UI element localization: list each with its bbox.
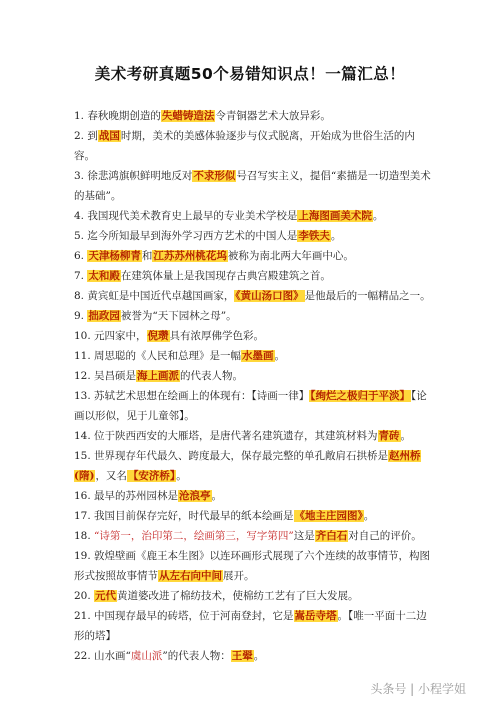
item-text: 的代表人物。 bbox=[180, 370, 244, 382]
item-text: 这是 bbox=[293, 530, 315, 542]
item-text: 【论画以形似，见于儿童邻】。 bbox=[74, 390, 427, 422]
item-text: 12. 吴昌硕是 bbox=[74, 370, 137, 382]
knowledge-point-item bbox=[74, 386, 434, 426]
knowledge-point-item bbox=[74, 446, 434, 486]
highlighted-term: 从左右向中间 bbox=[159, 570, 222, 582]
highlighted-term: 战国 bbox=[98, 130, 120, 142]
knowledge-point-item bbox=[74, 526, 434, 546]
item-text: 6. bbox=[74, 250, 88, 262]
watermark: 头条号 | 小程学姐 bbox=[370, 682, 466, 696]
item-text: 。 bbox=[176, 470, 187, 482]
item-text: 11. 周思聪的《人民和总理》是一幅 bbox=[74, 350, 242, 362]
item-text: 4. 我国现代美术教育史上最早的专业美术学校是 bbox=[74, 210, 298, 222]
highlighted-term: 赵州桥(隋) bbox=[74, 450, 421, 482]
highlighted-term: 沧浪亭 bbox=[179, 490, 211, 502]
knowledge-point-item bbox=[74, 166, 434, 206]
knowledge-point-item bbox=[74, 426, 434, 446]
item-text: 时期，美术的美感体验逐步与仪式脱离，开始成为世俗生活的内容。 bbox=[74, 130, 415, 162]
item-text: 1. 春秋晚期创造的 bbox=[74, 110, 161, 122]
knowledge-point-item bbox=[74, 486, 434, 506]
item-text: ，又名 bbox=[95, 470, 127, 482]
item-text: 对自己的评价。 bbox=[348, 530, 422, 542]
highlighted-term: 水墨画 bbox=[242, 350, 274, 362]
knowledge-point-item bbox=[74, 226, 434, 246]
item-text: 。 bbox=[372, 210, 384, 222]
knowledge-point-item bbox=[74, 346, 434, 366]
item-text: 和 bbox=[141, 250, 153, 262]
knowledge-point-item bbox=[74, 366, 434, 386]
highlighted-term: 江苏苏州桃花坞 bbox=[153, 250, 227, 262]
knowledge-point-item bbox=[74, 286, 434, 306]
highlighted-term: 《黄山汤口图》 bbox=[235, 290, 304, 302]
highlighted-term: 【绚烂之极归于平淡】 bbox=[310, 390, 411, 402]
highlighted-term: 失蜡铸造法 bbox=[161, 110, 215, 122]
item-text: 黄道婆改进了棉纺技术，使棉纺工艺有了巨大发展。 bbox=[117, 590, 359, 602]
page-title: 美术考研真题50个易错知识点！一篇汇总！ bbox=[94, 65, 406, 83]
item-text: 2. 到 bbox=[74, 130, 98, 142]
item-text: 。 bbox=[274, 350, 286, 362]
knowledge-point-list bbox=[74, 106, 434, 666]
item-text: 13. 苏轼艺术思想在绘画上的体现有：【诗画一律】 bbox=[74, 390, 310, 402]
item-text: 3. 徐悲鸿旗帜鲜明地反对 bbox=[74, 170, 193, 182]
item-text: 18. bbox=[74, 530, 95, 542]
highlighted-term: 元代 bbox=[95, 590, 117, 602]
highlighted-term: 《地主庄园图》 bbox=[294, 510, 363, 522]
knowledge-point-item bbox=[74, 326, 434, 346]
red-quote-text: “诗第一，治印第二，绘画第三，写字第四” bbox=[94, 530, 294, 542]
item-text: 。 bbox=[400, 430, 412, 442]
item-text: 10. 元四家中， bbox=[74, 330, 147, 342]
item-text: 。 bbox=[330, 230, 342, 242]
highlighted-term: 太和殿 bbox=[88, 270, 120, 282]
knowledge-point-item bbox=[74, 206, 434, 226]
highlighted-term: 齐白石 bbox=[315, 530, 348, 542]
red-quote-text: 虞山派 bbox=[130, 650, 163, 662]
item-text: 17. 我国目前保存完好，时代最早的纸本绘画是 bbox=[74, 510, 294, 522]
knowledge-point-item bbox=[74, 266, 434, 286]
highlighted-term: 天津杨柳青 bbox=[88, 250, 141, 262]
item-text: 。 bbox=[211, 490, 223, 502]
item-text: 15. 世界现存年代最久、跨度最大，保存最完整的单孔敞肩石拱桥是 bbox=[74, 450, 389, 462]
item-text: 21. 中国现存最早的砖塔，位于河南登封，它是 bbox=[74, 610, 294, 622]
highlighted-term: 倪瓒 bbox=[147, 330, 169, 342]
item-text: 16. 最早的苏州园林是 bbox=[74, 490, 179, 502]
knowledge-point-item bbox=[74, 306, 434, 326]
knowledge-point-item bbox=[74, 546, 434, 586]
highlighted-term: 李铁夫 bbox=[298, 230, 330, 242]
highlighted-term: 拙政园 bbox=[88, 310, 120, 322]
item-text: 被誉为“天下园林之母”。 bbox=[120, 310, 237, 322]
item-text: 。【唯一平面十二边形的塔】 bbox=[74, 610, 427, 642]
item-text: ”的代表人物： bbox=[162, 650, 231, 662]
knowledge-point-item bbox=[74, 586, 434, 606]
item-text: 是他最后的一幅精品之一。 bbox=[304, 290, 431, 302]
item-text: 令青铜器艺术大放异彩。 bbox=[215, 110, 331, 122]
item-text: 。 bbox=[363, 510, 375, 522]
highlighted-term: 上海图画美术院 bbox=[298, 210, 372, 222]
knowledge-point-item bbox=[74, 646, 434, 666]
knowledge-point-item bbox=[74, 126, 434, 166]
item-text: 22. 山水画“ bbox=[74, 650, 131, 662]
knowledge-point-item bbox=[74, 606, 434, 646]
item-text: 8. 黄宾虹是中国近代卓越国画家， bbox=[74, 290, 235, 302]
item-text: 20. bbox=[74, 590, 95, 602]
highlighted-term: 不求形似 bbox=[193, 170, 236, 182]
item-text: 在建筑体量上是我国现存古典宫殿建筑之首。 bbox=[120, 270, 331, 282]
item-text: 具有浓厚佛学色彩。 bbox=[169, 330, 265, 342]
item-text: 7. bbox=[74, 270, 88, 282]
highlighted-term: 【安济桥】 bbox=[127, 470, 176, 482]
item-text: 9. bbox=[74, 310, 88, 322]
item-text: 19. 敦煌壁画《鹿王本生图》以连环画形式展现了六个连续的故事情节，构图形式按照故事情节 bbox=[74, 550, 431, 582]
highlighted-term: 青砖 bbox=[378, 430, 400, 442]
highlighted-term: 嵩岳寺塔 bbox=[294, 610, 337, 622]
highlighted-term: 海上画派 bbox=[137, 370, 180, 382]
knowledge-point-item bbox=[74, 506, 434, 526]
item-text: 展开。 bbox=[223, 570, 255, 582]
item-text: 被称为南北两大年画中心。 bbox=[227, 250, 354, 262]
item-text: 5. 迄今所知最早到海外学习西方艺术的中国人是 bbox=[74, 230, 298, 242]
item-text: 号召写实主义，提倡“素描是一切造型美术的基础”。 bbox=[74, 170, 431, 202]
highlighted-term: 王翚 bbox=[231, 650, 253, 662]
item-text: 。 bbox=[253, 650, 265, 662]
knowledge-point-item bbox=[74, 246, 434, 266]
knowledge-point-item bbox=[74, 106, 434, 126]
item-text: 14. 位于陕西西安的大雁塔，是唐代著名建筑遗存，其建筑材料为 bbox=[74, 430, 378, 442]
